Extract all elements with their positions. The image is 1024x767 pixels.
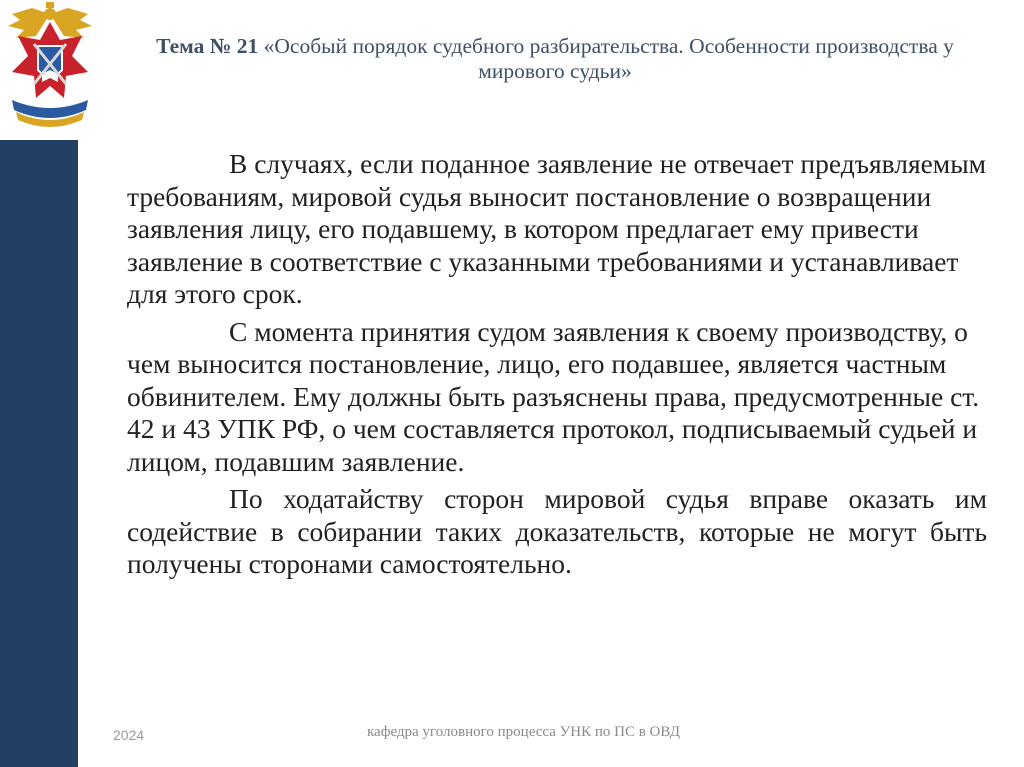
topic-title: «Особый порядок судебного разбирательства. Особенности производства у мирового судьи» [258, 34, 954, 83]
police-academy-emblem-icon [2, 0, 98, 132]
paragraph-evidence-assistance: По ходатайству сторон мировой судья вправе оказать им содействие в собирании таких доказательств, которые не могут быть получены сторонами самостоятельно. [127, 483, 987, 579]
topic-number: Тема № 21 [156, 34, 259, 58]
slide-body [127, 148, 987, 586]
paragraph-return-statement: В случаях, если поданное заявление не отвечает предъявляемым требованиям, мировой судья выносит постановление о возвращении заявления лицу, его подавшему, в котором предлагает ему привести заявление в соответствие с указанными требованиями и устанавливает для этого срок. [127, 148, 987, 309]
footer-year: 2024 [113, 727, 145, 743]
side-bar [0, 140, 78, 767]
footer-department: кафедра уголовного процесса УНК по ПС в ОВД [367, 724, 681, 740]
paragraph-private-prosecutor: С момента принятия судом заявления к своему производству, о чем выносится постановление, лицо, его подавшее, является частным обвинителем. Ему должны быть разъяснены права, предусмотренные ст. 42 и 43 УПК РФ, о чем составляется протокол, подписываемый судьей и лицом, подавшим заявление. [127, 315, 980, 477]
slide-title [140, 34, 970, 84]
